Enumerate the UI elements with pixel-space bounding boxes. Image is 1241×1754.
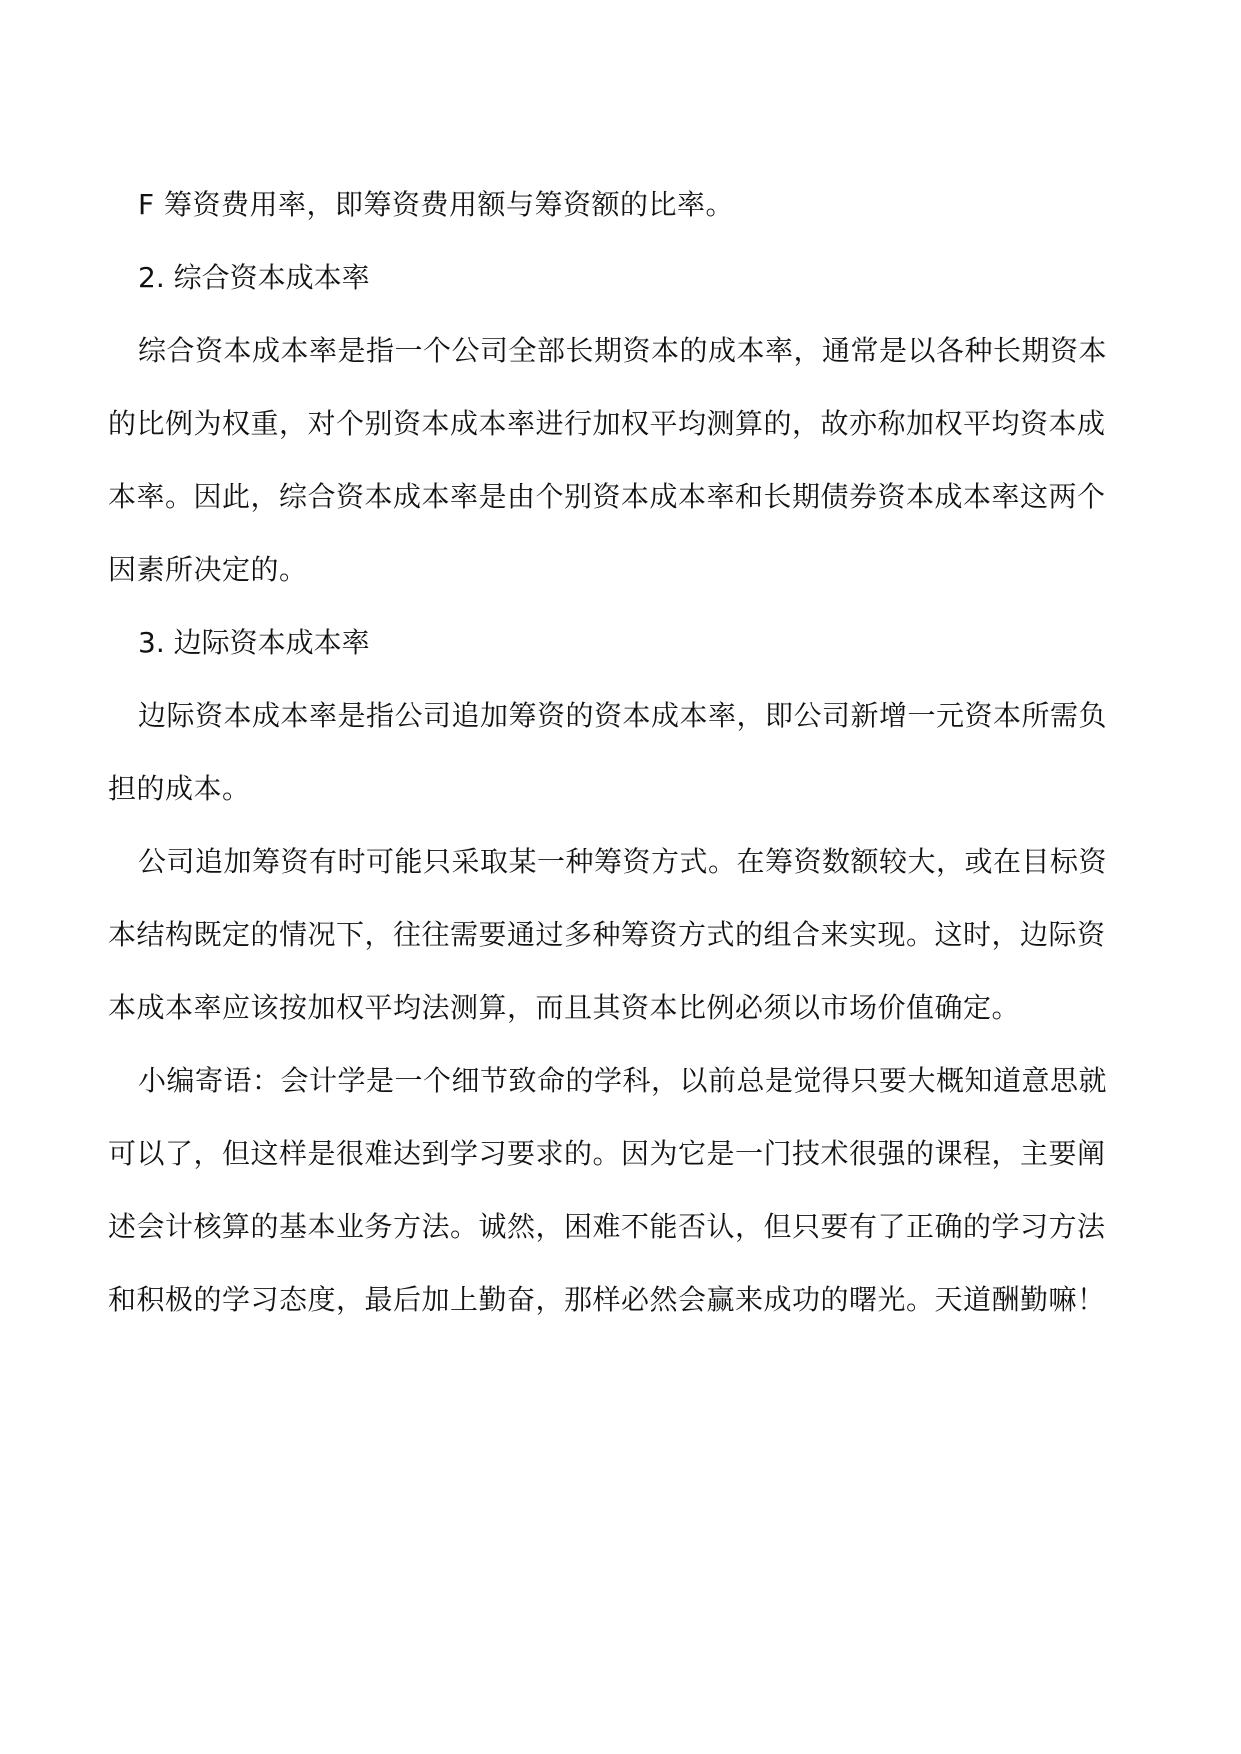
paragraph bbox=[108, 679, 1138, 825]
text-line: F 筹资费用率，即筹资费用额与筹资额的比率。 bbox=[138, 188, 735, 221]
text-line: 担的成本。 bbox=[108, 772, 251, 805]
section-heading bbox=[108, 241, 1138, 314]
text-line: 因素所决定的。 bbox=[108, 553, 308, 586]
text-line: 的比例为权重，对个别资本成本率进行加权平均测算的，故亦称加权平均资本成 bbox=[108, 407, 1106, 440]
paragraph bbox=[108, 168, 1138, 241]
text-line: 本结构既定的情况下，往往需要通过多种筹资方式的组合来实现。这时，边际资 bbox=[108, 918, 1106, 951]
paragraph bbox=[108, 825, 1138, 1044]
text-line: 3. 边际资本成本率 bbox=[138, 626, 370, 659]
text-line: 小编寄语：会计学是一个细节致命的学科，以前总是觉得只要大概知道意思就 bbox=[138, 1064, 1108, 1097]
text-line: 2. 综合资本成本率 bbox=[138, 261, 370, 294]
paragraph bbox=[108, 1044, 1138, 1336]
text-line: 和积极的学习态度，最后加上勤奋，那样必然会赢来成功的曙光。天道酬勤嘛！ bbox=[108, 1283, 1106, 1316]
paragraph bbox=[108, 314, 1138, 606]
text-line: 综合资本成本率是指一个公司全部长期资本的成本率，通常是以各种长期资本 bbox=[138, 334, 1108, 367]
section-heading bbox=[108, 606, 1138, 679]
text-line: 可以了，但这样是很难达到学习要求的。因为它是一门技术很强的课程，主要阐 bbox=[108, 1137, 1106, 1170]
text-line: 边际资本成本率是指公司追加筹资的资本成本率，即公司新增一元资本所需负 bbox=[138, 699, 1108, 732]
text-line: 公司追加筹资有时可能只采取某一种筹资方式。在筹资数额较大，或在目标资 bbox=[138, 845, 1108, 878]
text-line: 本成本率应该按加权平均法测算，而且其资本比例必须以市场价值确定。 bbox=[108, 991, 1021, 1024]
document-body bbox=[108, 168, 1138, 1336]
text-line: 本率。因此，综合资本成本率是由个别资本成本率和长期债券资本成本率这两个 bbox=[108, 480, 1106, 513]
text-line: 述会计核算的基本业务方法。诚然，困难不能否认，但只要有了正确的学习方法 bbox=[108, 1210, 1106, 1243]
